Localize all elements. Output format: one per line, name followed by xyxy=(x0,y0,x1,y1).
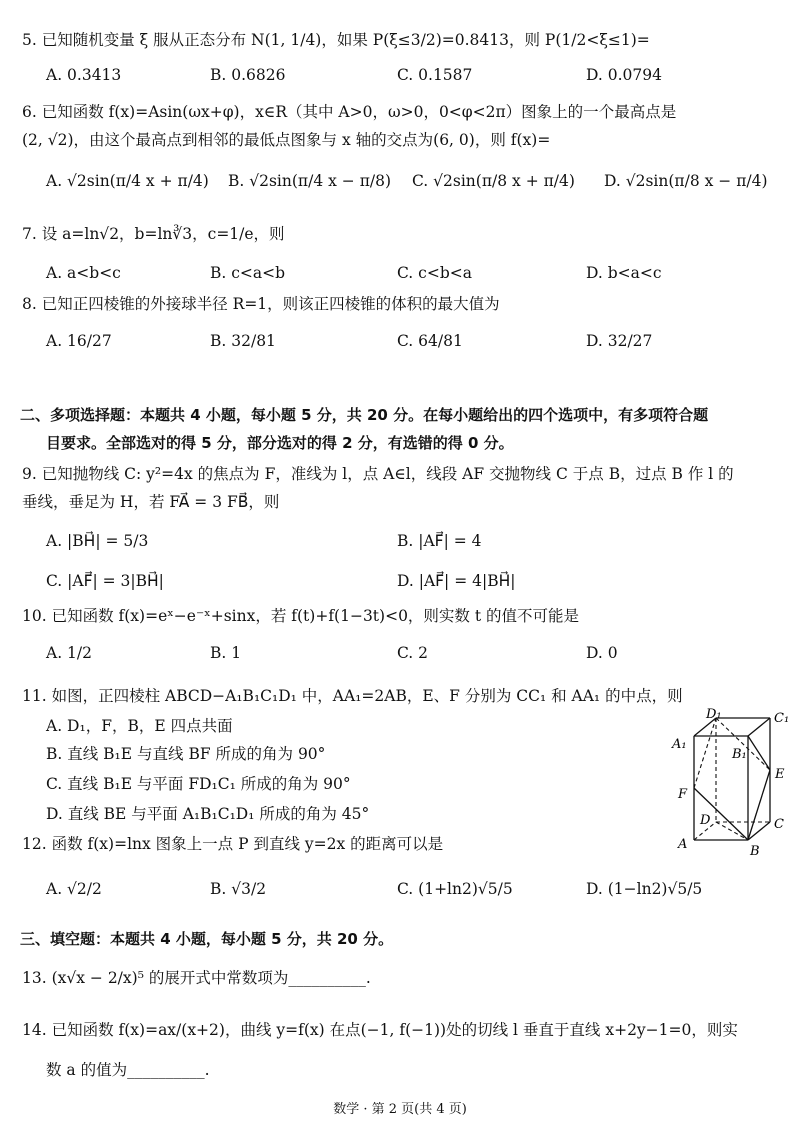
section3-heading: 三、填空题：本题共 4 小题，每小题 5 分，共 20 分。 xyxy=(20,930,394,948)
q5-option-b: B. 0.6826 xyxy=(210,66,286,84)
q9-stem-line2: 垂线，垂足为 H，若 FA⃗ = 3 FB⃗，则 xyxy=(22,493,280,511)
label-A: A xyxy=(678,837,688,852)
q7-option-a: A. a<b<c xyxy=(46,264,121,282)
q14-stem-line1: 14. 已知函数 f(x)=ax/(x+2)，曲线 y=f(x) 在点(−1, f(−1))处的切线 l 垂直于直线 x+2y−1=0，则实 xyxy=(22,1021,738,1039)
q11-stem: 11. 如图，正四棱柱 ABCD−A₁B₁C₁D₁ 中，AA₁=2AB，E、F 分别为 CC₁ 和 AA₁ 的中点，则 xyxy=(22,687,683,705)
q7-option-c: C. c<b<a xyxy=(397,264,472,282)
q5-option-a: A. 0.3413 xyxy=(46,66,122,84)
q5-option-d: D. 0.0794 xyxy=(586,66,662,84)
label-B1: B₁ xyxy=(732,747,747,762)
label-B: B xyxy=(750,844,760,858)
q8-option-d: D. 32/27 xyxy=(586,332,653,350)
q7-stem: 7. 设 a=ln√2，b=ln∛3，c=1/e，则 xyxy=(22,225,285,243)
label-F: F xyxy=(678,787,688,802)
page-footer: 数学 · 第 2 页(共 4 页) xyxy=(333,1102,467,1117)
q9-option-c: C. |AF⃗| = 3|BH⃗| xyxy=(46,572,164,590)
q14-stem-line2: 数 a 的值为__________. xyxy=(46,1061,210,1079)
q8-option-c: C. 64/81 xyxy=(397,332,463,350)
label-E: E xyxy=(775,767,785,782)
q12-stem: 12. 函数 f(x)=lnx 图象上一点 P 到直线 y=2x 的距离可以是 xyxy=(22,835,444,853)
q5-stem: 5. 已知随机变量 ξ 服从正态分布 N(1, 1/4)，如果 P(ξ≤3/2)=0.8413，则 P(1/2<ξ≤1)= xyxy=(22,31,650,49)
q12-option-a: A. √2/2 xyxy=(46,880,102,898)
q6-stem-line1: 6. 已知函数 f(x)=Asin(ωx+φ)，x∈R（其中 A>0，ω>0，0<φ<2π）图象上的一个最高点是 xyxy=(22,103,677,121)
q5-option-c: C. 0.1587 xyxy=(397,66,473,84)
q6-option-a: A. √2sin(π/4 x + π/4) xyxy=(46,172,209,190)
q9-option-a: A. |BH⃗| = 5/3 xyxy=(46,532,149,550)
section2-heading-line1: 二、多项选择题：本题共 4 小题，每小题 5 分，共 20 分。在每小题给出的四个选项中，有多项符合题 xyxy=(20,406,709,424)
q10-option-a: A. 1/2 xyxy=(46,644,92,662)
q7-option-b: B. c<a<b xyxy=(210,264,286,282)
q6-option-c: C. √2sin(π/8 x + π/4) xyxy=(412,172,575,190)
q8-option-a: A. 16/27 xyxy=(46,332,112,350)
q10-option-c: C. 2 xyxy=(397,644,429,662)
q9-option-b: B. |AF⃗| = 4 xyxy=(397,532,482,550)
q9-stem-line1: 9. 已知抛物线 C: y²=4x 的焦点为 F，准线为 l，点 A∈l，线段 AF 交抛物线 C 于点 B，过点 B 作 l 的 xyxy=(22,465,734,483)
q9-option-d: D. |AF⃗| = 4|BH⃗| xyxy=(397,572,516,590)
q8-option-b: B. 32/81 xyxy=(210,332,276,350)
label-C: C xyxy=(774,817,784,832)
q8-stem: 8. 已知正四棱锥的外接球半径 R=1，则该正四棱锥的体积的最大值为 xyxy=(22,295,500,313)
q12-option-b: B. √3/2 xyxy=(210,880,267,898)
q11-option-c: C. 直线 B₁E 与平面 FD₁C₁ 所成的角为 90° xyxy=(46,775,351,793)
q11-option-b: B. 直线 B₁E 与直线 BF 所成的角为 90° xyxy=(46,745,326,763)
q13-stem: 13. (x√x − 2/x)⁵ 的展开式中常数项为__________. xyxy=(22,969,371,987)
q11-option-d: D. 直线 BE 与平面 A₁B₁C₁D₁ 所成的角为 45° xyxy=(46,805,370,823)
q10-option-b: B. 1 xyxy=(210,644,242,662)
q6-stem-line2: (2, √2)，由这个最高点到相邻的最低点图象与 x 轴的交点为(6, 0)，则 f(x)= xyxy=(22,131,551,149)
q6-option-b: B. √2sin(π/4 x − π/8) xyxy=(228,172,392,190)
label-D1: D₁ xyxy=(706,708,722,722)
label-A1: A₁ xyxy=(672,737,687,752)
q12-option-c: C. (1+ln2)√5/5 xyxy=(397,880,513,898)
q10-stem: 10. 已知函数 f(x)=eˣ−e⁻ˣ+sinx，若 f(t)+f(1−3t)<0，则实数 t 的值不可能是 xyxy=(22,607,580,625)
q10-option-d: D. 0 xyxy=(586,644,618,662)
q11-option-a: A. D₁，F，B，E 四点共面 xyxy=(46,717,233,735)
q7-option-d: D. b<a<c xyxy=(586,264,662,282)
q12-option-d: D. (1−ln2)√5/5 xyxy=(586,880,703,898)
label-D: D xyxy=(700,813,711,828)
q6-option-d: D. √2sin(π/8 x − π/4) xyxy=(604,172,768,190)
label-C1: C₁ xyxy=(774,711,790,726)
section2-heading-line2: 目要求。全部选对的得 5 分，部分选对的得 2 分，有选错的得 0 分。 xyxy=(46,434,514,452)
